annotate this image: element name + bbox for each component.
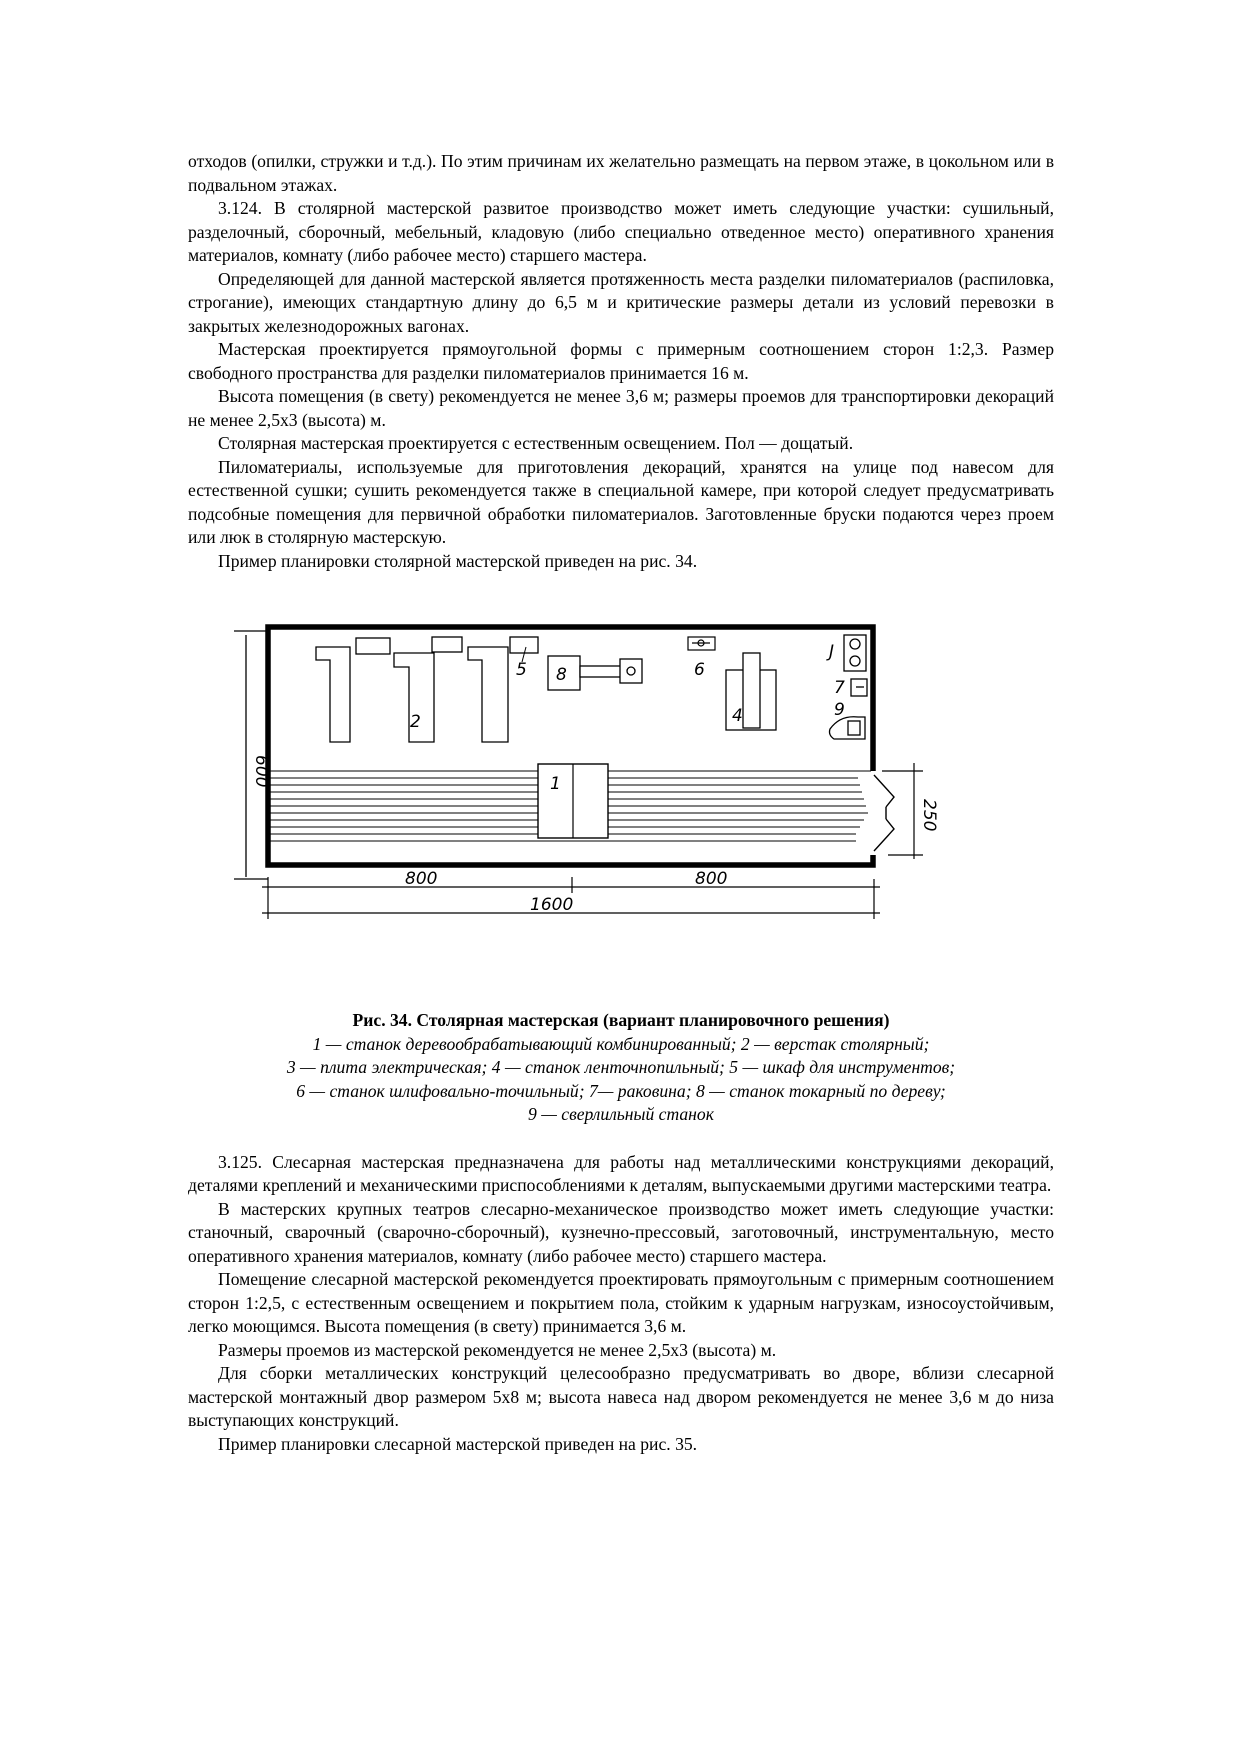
paragraph-metal-room: Помещение слесарной мастерской рекомендуется проектировать прямоугольным с примерным соотношением сторон 1:2,5, с естественным освещением и покрытием пола, стойким к ударным нагрузкам, износоустойчивым, легко моющимся. Высота помещения (в свету) принимается 3,6 м. [188, 1269, 1054, 1336]
workbench-1-box [356, 638, 390, 654]
item-1-woodworking-machine [538, 764, 608, 838]
figure-caption [188, 1009, 1054, 1127]
label-2: 2 [410, 712, 421, 732]
paragraph-continuation: отходов (опилки, стружки и т.д.). По этим причинам их желательно размещать на первом этаже, в цокольном или в подвальном этажах. [188, 151, 1054, 195]
caption-title: Рис. 34. Столярная мастерская (вариант планировочного решения) [352, 1010, 890, 1030]
caption-legend-line-3: 6 — станок шлифовально-точильный; 7— раковина; 8 — станок токарный по дереву; [296, 1080, 946, 1101]
paragraph-example-ref-35: Пример планировки слесарной мастерской приведен на рис. 35. [218, 1433, 698, 1454]
paragraph-3-125: 3.125. Слесарная мастерская предназначена для работы над металлическими конструкциями декораций, деталями креплений и механическими приспособлениями к деталям, выпускаемыми другими мастерскими театра. [188, 1151, 1054, 1195]
paragraph-assembly-yard: Для сборки металлических конструкций целесообразно предусматривать во дворе, вблизи слесарной мастерской монтажный двор размером 5х8 м; высота навеса над двором рекомендуется не менее 3,6 м до низа выступающих конструкций. [188, 1363, 1054, 1430]
dim-half-left-label: 800 [405, 869, 438, 889]
item-3-electric-stove [844, 635, 866, 671]
workbench-1 [316, 647, 350, 742]
caption-legend-line-4: 9 — сверлильный станок [528, 1104, 714, 1124]
document-page [188, 150, 1054, 1456]
label-6: 6 [694, 660, 705, 680]
item-9-drilling-machine [830, 717, 866, 739]
label-4: 4 [732, 706, 743, 726]
item-6-grinding-machine [688, 637, 715, 650]
item-5-tool-cabinet [510, 637, 538, 653]
floor-plan-drawing [188, 587, 1054, 1007]
paragraph-example-ref: Пример планировки столярной мастерской приведен на рис. 34. [218, 550, 698, 571]
item-7-sink [851, 679, 867, 696]
workbench-3 [468, 647, 508, 742]
workbench-2-box [432, 637, 462, 652]
paragraph-shape: Мастерская проектируется прямоугольной формы с примерным соотношением сторон 1:2,3. Размер свободного пространства для разделки пиломатериалов принимается 16 м. [188, 339, 1054, 383]
paragraph-defining-length: Определяющей для данной мастерской является протяженность места разделки пиломатериалов (распиловка, строгание), имеющих стандартную длину до 6,5 м и критические размеры детали из условий перевозки в закрытых железнодорожных вагонах. [188, 268, 1054, 336]
door-opening [874, 775, 894, 851]
paragraph-large-theatres: В мастерских крупных театров слесарно-механическое производство может иметь следующие участки: станочный, сварочный (сварочно-сборочный), кузнечно-прессовый, заготовочный, инструментальную, место оперативного хранения материалов, комнату (либо рабочее место) старшего мастера. [188, 1198, 1054, 1266]
label-3: J [829, 642, 835, 662]
paragraph-3-124: 3.124. В столярной мастерской развитое производство может иметь следующие участки: сушильный, разделочный, сборочный, мебельный, кладовую (либо специально отведенное место) оперативного хранения материалов, комнату (либо рабочее место) старшего мастера. [188, 198, 1054, 265]
dim-total-label: 1600 [530, 895, 574, 915]
paragraph-height: Высота помещения (в свету) рекомендуется не менее 3,6 м; размеры проемов для транспортировки декораций не менее 2,5х3 (высота) м. [188, 386, 1054, 430]
dim-half-right-label: 800 [695, 869, 728, 889]
label-8: 8 [556, 665, 567, 685]
paragraph-lumber: Пиломатериалы, используемые для приготовления декораций, хранятся на улице под навесом для естественной сушки; сушить рекомендуется также в специальной камере, при которой следует предусматривать подсобные помещения для первичной обработки пиломатериалов. Заготовленные бруски подаются через проем или люк в столярную мастерскую. [188, 456, 1054, 547]
paragraph-lighting: Столярная мастерская проектируется с естественным освещением. Пол — дощатый. [218, 433, 854, 453]
opening-dimension [882, 763, 923, 859]
dim-opening-label: 250 [919, 799, 939, 832]
label-9: 9 [834, 700, 845, 720]
floor-plan-figure [188, 587, 1054, 1007]
dim-height-label: 600 [251, 755, 271, 788]
label-5: 5 [516, 660, 527, 680]
caption-legend-line-1: 1 — станок деревообрабатывающий комбинированный; 2 — верстак столярный; [312, 1033, 930, 1054]
label-1: 1 [550, 774, 561, 794]
paragraph-openings: Размеры проемов из мастерской рекомендуется не менее 2,5х3 (высота) м. [218, 1339, 777, 1360]
label-7: 7 [834, 678, 845, 698]
caption-legend-line-2: 3 — плита электрическая; 4 — станок ленточнопильный; 5 — шкаф для инструментов; [286, 1057, 956, 1077]
